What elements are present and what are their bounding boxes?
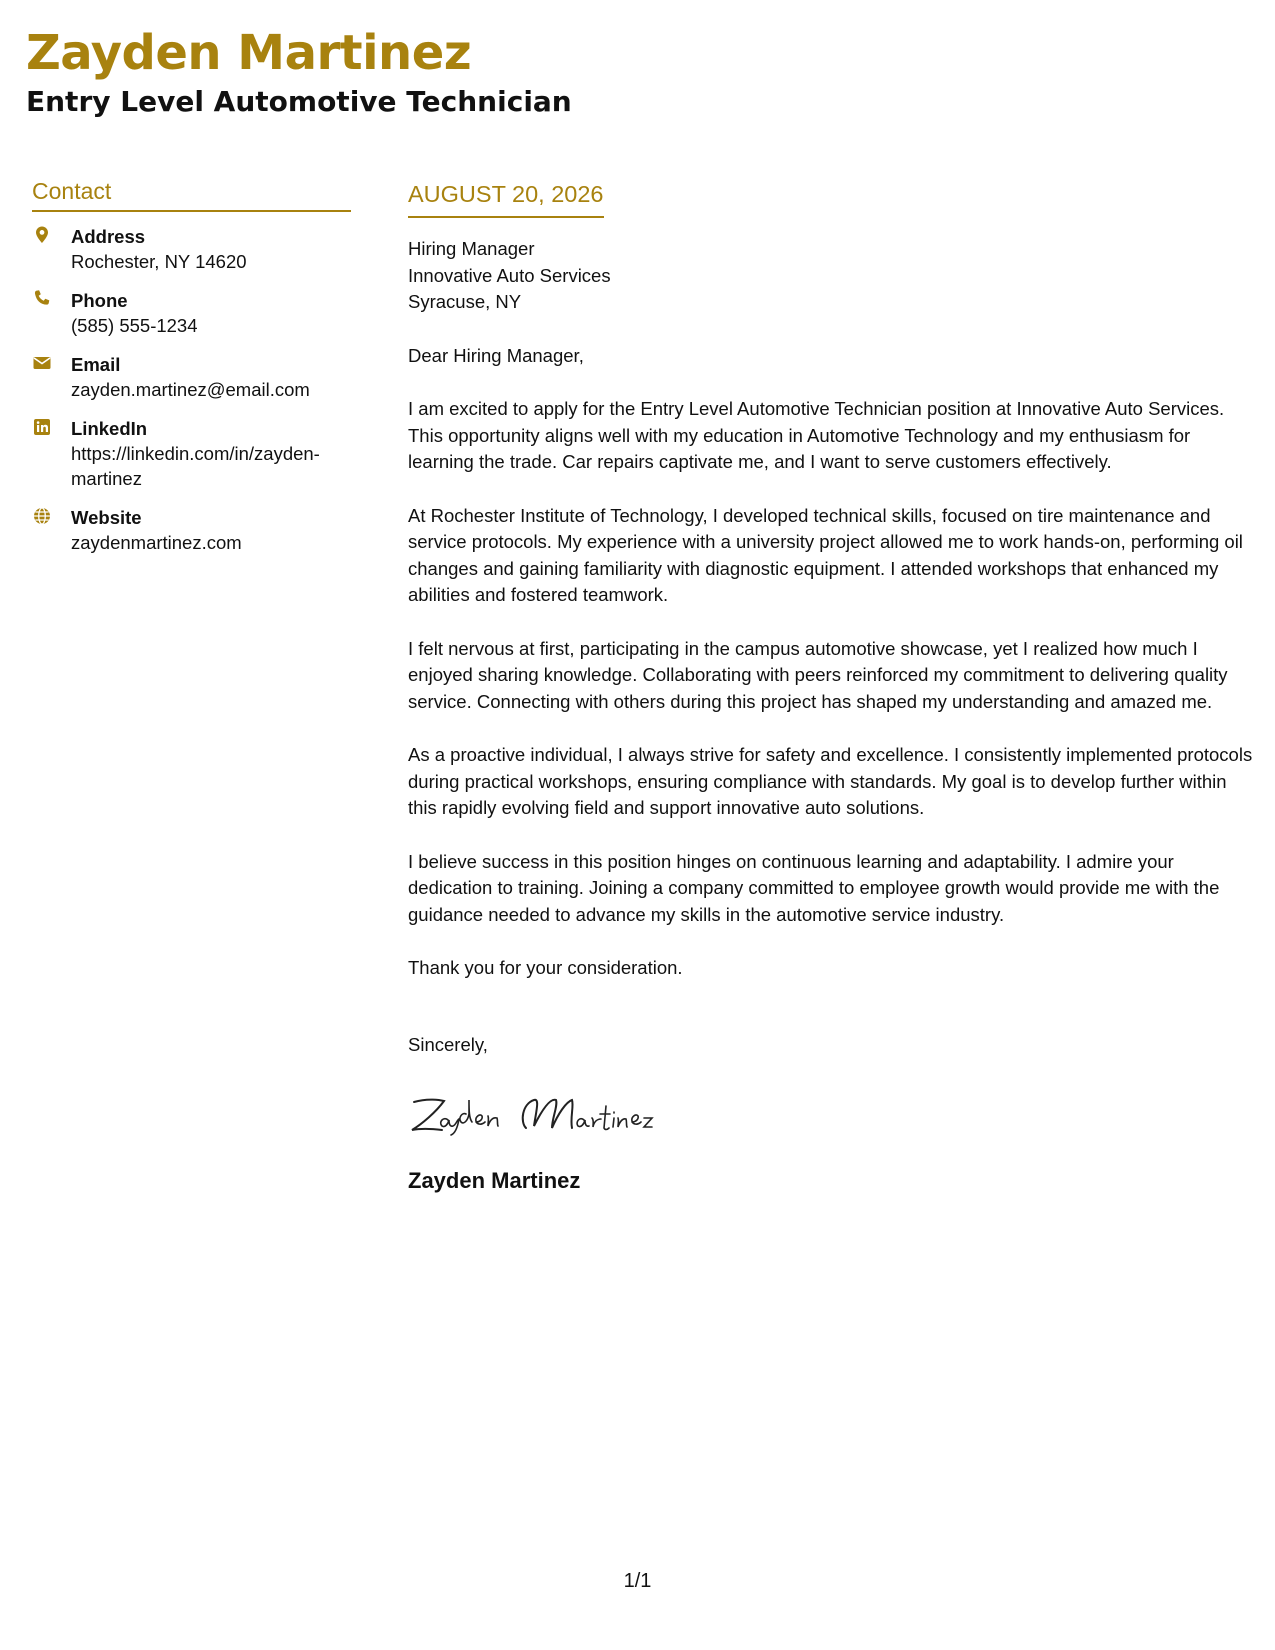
contact-linkedin — [32, 416, 351, 491]
phone-icon — [32, 289, 56, 313]
contact-label: Address — [71, 226, 146, 247]
contact-website — [32, 505, 351, 555]
recipient-line: Syracuse, NY — [408, 291, 522, 312]
contact-value: (585) 555-1234 — [71, 315, 198, 336]
contact-label: LinkedIn — [71, 418, 148, 439]
closing: Sincerely, — [408, 1033, 488, 1055]
handwritten-signature — [408, 1092, 1253, 1136]
contact-label: Website — [71, 507, 142, 528]
contact-heading: Contact — [32, 176, 351, 212]
contact-sidebar — [32, 176, 351, 569]
contact-value: Rochester, NY 14620 — [71, 251, 247, 272]
applicant-title: Entry Level Automotive Technician — [26, 85, 572, 118]
contact-value[interactable]: zaydenmartinez.com — [71, 532, 242, 553]
body-paragraph: I believe success in this position hinges on continuous learning and adaptability. I admire your dedication to training. Joining a company committed to employee growth would provide me with the guidance needed to advance my skills in the automotive service industry. — [408, 850, 1220, 925]
globe-icon — [32, 506, 56, 530]
recipient-line: Innovative Auto Services — [408, 264, 611, 286]
body-paragraph: I am excited to apply for the Entry Level Automotive Technician position at Innovative Auto Services. This opportunity aligns well with my education in Automotive Technology and my enthusiasm for learning the trade. Car repairs captivate me, and I want to serve customers effectively. — [408, 398, 1225, 472]
contact-value[interactable]: https://linkedin.com/in/zayden-martinez — [71, 443, 320, 489]
thank-you-line: Thank you for your consideration. — [408, 957, 683, 978]
recipient-line: Hiring Manager — [408, 238, 535, 259]
contact-phone — [32, 288, 351, 338]
salutation: Dear Hiring Manager, — [408, 344, 584, 366]
letter-date: AUGUST 20, 2026 — [408, 178, 604, 218]
page-number: 1/1 — [623, 1570, 652, 1592]
letter-body — [408, 178, 1253, 1194]
location-pin-icon — [32, 225, 56, 249]
contact-label: Email — [71, 354, 121, 375]
signer-name: Zayden Martinez — [408, 1168, 581, 1193]
body-paragraph: I felt nervous at first, participating in the campus automotive showcase, yet I realized how much I enjoyed sharing knowledge. Collaborating with peers reinforced my commitment to delivering quality service. Connecting with others during this project has shaped my understanding and amazed me. — [408, 637, 1228, 712]
linkedin-icon — [32, 417, 56, 441]
contact-address — [32, 224, 351, 274]
contact-label: Phone — [71, 290, 128, 311]
contact-email — [32, 352, 351, 402]
applicant-name: Zayden Martinez — [26, 25, 472, 81]
letter-header — [26, 22, 572, 120]
body-paragraph: As a proactive individual, I always strive for safety and excellence. I consistently implemented protocols during practical workshops, ensuring compliance with standards. My goal is to develop further within this rapidly evolving field and support innovative auto solutions. — [408, 744, 1253, 818]
recipient-block — [408, 236, 1253, 316]
contact-value: zayden.martinez@email.com — [71, 379, 310, 400]
body-paragraph: At Rochester Institute of Technology, I developed technical skills, focused on tire maintenance and service protocols. My experience with a university project allowed me to work hands-on, performing oil changes and gaining familiarity with diagnostic equipment. I attended workshops that enhanced my abilities and fostered teamwork. — [408, 504, 1243, 605]
envelope-icon — [32, 353, 56, 377]
